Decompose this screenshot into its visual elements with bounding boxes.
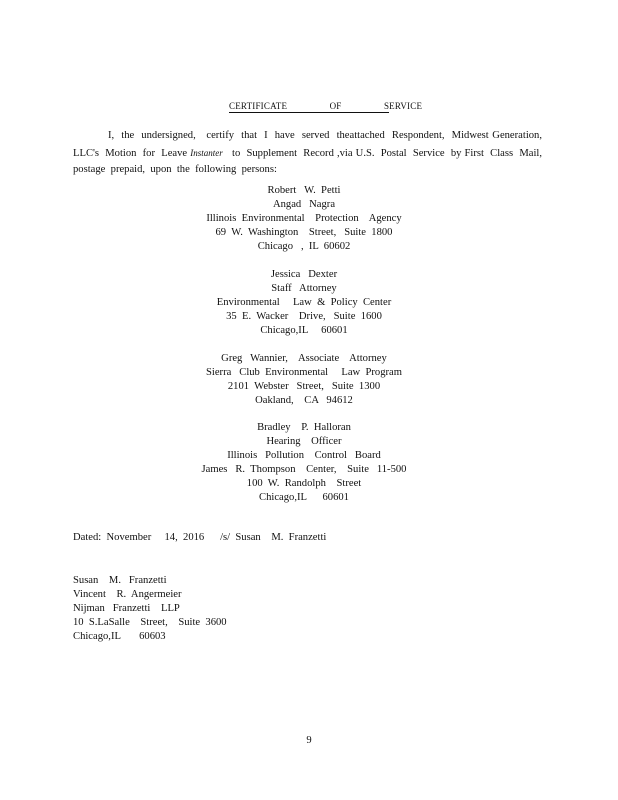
address-line: 69 W. Washington Street, Suite 1800 bbox=[215, 226, 393, 238]
address-line: Angad Nagra bbox=[272, 198, 336, 210]
address-line: 2101 Webster Street, Suite 1300 bbox=[227, 380, 381, 392]
address-line: James R. Thompson Center, Suite 11-500 bbox=[201, 463, 407, 475]
recipient-address-petti-nagra bbox=[150, 184, 458, 254]
address-line: Chicago,IL 60601 bbox=[260, 324, 348, 336]
address-line: Environmental Law & Policy Center bbox=[216, 296, 392, 308]
dated-signature-line: Dated: November 14, 2016 /s/ Susan M. Franzetti bbox=[73, 532, 327, 543]
address-line: Robert W. Petti bbox=[267, 185, 341, 196]
recipient-address-halloran bbox=[150, 421, 458, 504]
certificate-title: CERTIFICATE OF SERVICE bbox=[229, 101, 423, 111]
address-line: Jessica Dexter bbox=[270, 269, 338, 280]
paragraph-instanter: Instanter bbox=[190, 147, 223, 158]
signature-block bbox=[73, 574, 227, 644]
signature-line: Susan M. Franzetti bbox=[73, 575, 167, 586]
signature-line: Chicago,IL 60603 bbox=[73, 630, 166, 642]
signature-line: Vincent R. Angermeier bbox=[73, 588, 182, 600]
address-line: Greg Wannier, Associate Attorney bbox=[221, 353, 387, 364]
paragraph-text-part1: I, the undersigned, certify that I have served theattached Respondent, Midwest Generation, LLC's Motion for Leave bbox=[73, 130, 548, 159]
page-number: 9 bbox=[306, 735, 312, 746]
signature-line: 10 S.LaSalle Street, Suite 3600 bbox=[73, 616, 227, 628]
address-line: 35 E. Wacker Drive, Suite 1600 bbox=[226, 310, 382, 322]
address-line: Illinois Environmental Protection Agency bbox=[206, 212, 402, 224]
address-line: Sierra Club Environmental Law Program bbox=[206, 366, 402, 378]
address-line: Illinois Pollution Control Board bbox=[227, 449, 381, 461]
recipient-address-dexter bbox=[150, 268, 458, 338]
paragraph-text-part2: to Supplement Record ,via U.S. Postal Service by First Class Mail, postage prepaid, upon the following persons: bbox=[73, 147, 548, 175]
recipient-address-wannier bbox=[150, 352, 458, 408]
address-line: Chicago,IL 60601 bbox=[259, 491, 349, 503]
signature-line: Nijman Franzetti LLP bbox=[73, 602, 180, 614]
address-line: 100 W. Randolph Street bbox=[246, 477, 362, 489]
address-line: Oakland, CA 94612 bbox=[255, 394, 353, 406]
address-line: Hearing Officer bbox=[266, 435, 342, 447]
address-line: Chicago , IL 60602 bbox=[257, 240, 351, 252]
address-line: Bradley P. Halloran bbox=[257, 422, 351, 433]
address-line: Staff Attorney bbox=[271, 282, 337, 294]
certification-paragraph bbox=[73, 128, 548, 179]
